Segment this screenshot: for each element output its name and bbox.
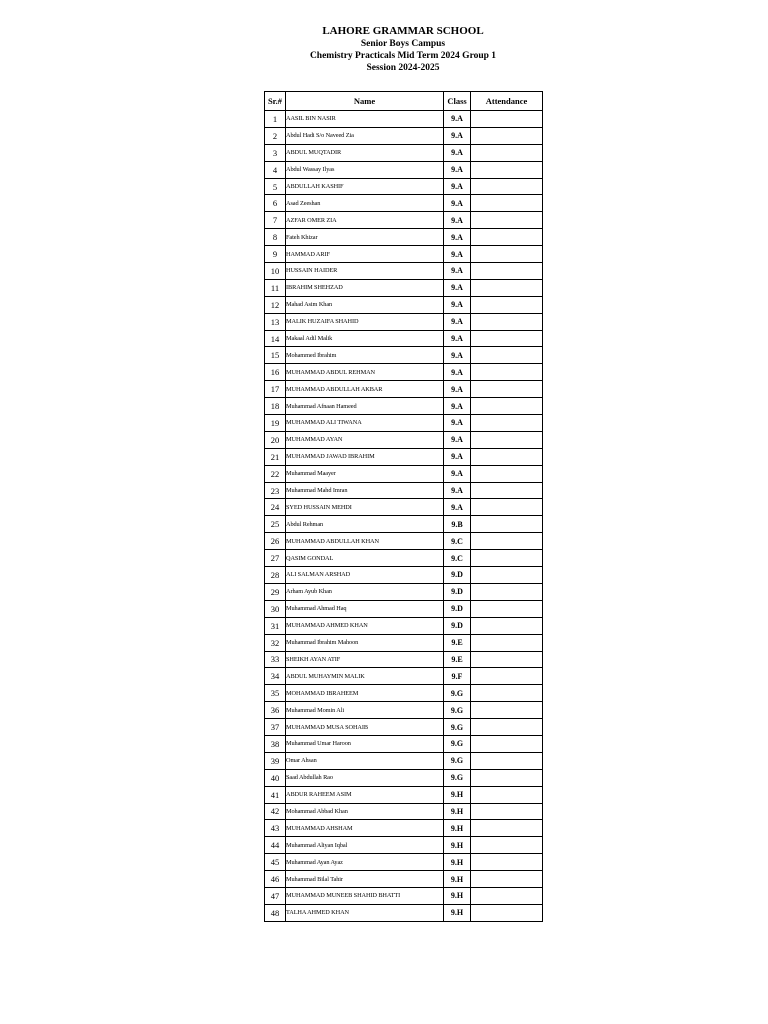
row-sr-cell: 21 bbox=[265, 448, 286, 465]
row-sr-cell: 15 bbox=[265, 347, 286, 364]
table-row bbox=[265, 617, 543, 634]
row-sr-cell: 18 bbox=[265, 398, 286, 415]
row-class-cell: 9.H bbox=[444, 820, 471, 837]
row-attendance-cell[interactable] bbox=[471, 651, 543, 668]
row-attendance-cell[interactable] bbox=[471, 144, 543, 161]
row-attendance-cell[interactable] bbox=[471, 229, 543, 246]
row-sr-cell: 34 bbox=[265, 668, 286, 685]
row-sr-cell: 5 bbox=[265, 178, 286, 195]
row-sr-cell: 42 bbox=[265, 803, 286, 820]
row-sr-cell: 13 bbox=[265, 313, 286, 330]
row-attendance-cell[interactable] bbox=[471, 702, 543, 719]
row-sr-cell: 3 bbox=[265, 144, 286, 161]
row-sr-cell: 41 bbox=[265, 786, 286, 803]
row-sr-cell: 14 bbox=[265, 330, 286, 347]
row-attendance-cell[interactable] bbox=[471, 735, 543, 752]
table-row bbox=[265, 735, 543, 752]
row-attendance-cell[interactable] bbox=[471, 195, 543, 212]
row-sr-cell: 39 bbox=[265, 752, 286, 769]
row-name-cell: HAMMAD ARIF bbox=[286, 246, 444, 263]
row-class-cell: 9.A bbox=[444, 465, 471, 482]
attendance-table bbox=[264, 91, 543, 922]
row-name-cell: MALIK HUZAIFA SHAHID bbox=[286, 313, 444, 330]
row-name-cell: MUHAMMAD MUSA SOHAIB bbox=[286, 719, 444, 736]
row-sr-cell: 33 bbox=[265, 651, 286, 668]
table-row bbox=[265, 803, 543, 820]
row-name-cell: Muhammad Mahd Imran bbox=[286, 482, 444, 499]
row-sr-cell: 2 bbox=[265, 127, 286, 144]
row-name-cell: HUSSAIN HAIDER bbox=[286, 263, 444, 280]
row-name-cell: ALI SALMAN ARSHAD bbox=[286, 567, 444, 584]
table-body bbox=[265, 111, 543, 922]
row-name-cell: MUHAMMAD AYAN bbox=[286, 431, 444, 448]
table-row bbox=[265, 448, 543, 465]
row-attendance-cell[interactable] bbox=[471, 904, 543, 921]
table-row bbox=[265, 887, 543, 904]
row-name-cell: AASIL BIN NASIR bbox=[286, 111, 444, 128]
row-sr-cell: 10 bbox=[265, 263, 286, 280]
table-row bbox=[265, 330, 543, 347]
row-name-cell: ABDULLAH KASHIF bbox=[286, 178, 444, 195]
row-sr-cell: 46 bbox=[265, 871, 286, 888]
row-class-cell: 9.A bbox=[444, 229, 471, 246]
row-attendance-cell[interactable] bbox=[471, 178, 543, 195]
row-attendance-cell[interactable] bbox=[471, 583, 543, 600]
table-row bbox=[265, 398, 543, 415]
table-row bbox=[265, 296, 543, 313]
row-class-cell: 9.E bbox=[444, 651, 471, 668]
table-row bbox=[265, 161, 543, 178]
row-name-cell: Mohammad Abbad Khan bbox=[286, 803, 444, 820]
row-sr-cell: 47 bbox=[265, 887, 286, 904]
row-attendance-cell[interactable] bbox=[471, 550, 543, 567]
table-row bbox=[265, 364, 543, 381]
row-name-cell: Makaal Adil Malik bbox=[286, 330, 444, 347]
row-name-cell: ABDUL MUQTADIR bbox=[286, 144, 444, 161]
row-attendance-cell[interactable] bbox=[471, 296, 543, 313]
row-sr-cell: 25 bbox=[265, 516, 286, 533]
row-class-cell: 9.C bbox=[444, 550, 471, 567]
row-attendance-cell[interactable] bbox=[471, 263, 543, 280]
table-row bbox=[265, 668, 543, 685]
row-class-cell: 9.A bbox=[444, 381, 471, 398]
table-row bbox=[265, 871, 543, 888]
row-attendance-cell[interactable] bbox=[471, 482, 543, 499]
row-class-cell: 9.A bbox=[444, 347, 471, 364]
row-attendance-cell[interactable] bbox=[471, 161, 543, 178]
row-class-cell: 9.A bbox=[444, 127, 471, 144]
row-name-cell: MUHAMMAD ABDUL REHMAN bbox=[286, 364, 444, 381]
table-row bbox=[265, 854, 543, 871]
table-row bbox=[265, 313, 543, 330]
row-attendance-cell[interactable] bbox=[471, 854, 543, 871]
row-class-cell: 9.D bbox=[444, 617, 471, 634]
row-class-cell: 9.H bbox=[444, 803, 471, 820]
row-attendance-cell[interactable] bbox=[471, 127, 543, 144]
row-attendance-cell[interactable] bbox=[471, 871, 543, 888]
row-attendance-cell[interactable] bbox=[471, 246, 543, 263]
row-name-cell: MUHAMMAD ABDULLAH KHAN bbox=[286, 533, 444, 550]
row-sr-cell: 1 bbox=[265, 111, 286, 128]
row-attendance-cell[interactable] bbox=[471, 803, 543, 820]
table-row bbox=[265, 752, 543, 769]
table-row bbox=[265, 381, 543, 398]
row-attendance-cell[interactable] bbox=[471, 313, 543, 330]
row-sr-cell: 40 bbox=[265, 769, 286, 786]
row-name-cell: Abdul Rehman bbox=[286, 516, 444, 533]
row-name-cell: Muhammad Bilal Tahir bbox=[286, 871, 444, 888]
row-attendance-cell[interactable] bbox=[471, 786, 543, 803]
row-attendance-cell[interactable] bbox=[471, 398, 543, 415]
table-row bbox=[265, 702, 543, 719]
table-row bbox=[265, 263, 543, 280]
table-row bbox=[265, 904, 543, 921]
table-row bbox=[265, 195, 543, 212]
row-attendance-cell[interactable] bbox=[471, 212, 543, 229]
row-attendance-cell[interactable] bbox=[471, 364, 543, 381]
table-row bbox=[265, 837, 543, 854]
row-sr-cell: 45 bbox=[265, 854, 286, 871]
row-name-cell: Saad Abdullah Rao bbox=[286, 769, 444, 786]
row-name-cell: Mahad Asim Khan bbox=[286, 296, 444, 313]
row-sr-cell: 43 bbox=[265, 820, 286, 837]
row-class-cell: 9.A bbox=[444, 398, 471, 415]
row-class-cell: 9.H bbox=[444, 904, 471, 921]
table-row bbox=[265, 786, 543, 803]
table-row bbox=[265, 279, 543, 296]
row-attendance-cell[interactable] bbox=[471, 533, 543, 550]
row-attendance-cell[interactable] bbox=[471, 685, 543, 702]
row-sr-cell: 30 bbox=[265, 600, 286, 617]
row-class-cell: 9.G bbox=[444, 735, 471, 752]
row-name-cell: Muhammad Ahmad Haq bbox=[286, 600, 444, 617]
row-attendance-cell[interactable] bbox=[471, 431, 543, 448]
row-name-cell: Muhammad Aliyan Iqbal bbox=[286, 837, 444, 854]
row-name-cell: TALHA AHMED KHAN bbox=[286, 904, 444, 921]
row-class-cell: 9.H bbox=[444, 786, 471, 803]
row-name-cell: MUHAMMAD AHMED KHAN bbox=[286, 617, 444, 634]
row-attendance-cell[interactable] bbox=[471, 837, 543, 854]
exam-title: Chemistry Practicals Mid Term 2024 Group 1 bbox=[309, 51, 497, 61]
row-name-cell: Arham Ayub Khan bbox=[286, 583, 444, 600]
row-attendance-cell[interactable] bbox=[471, 719, 543, 736]
row-class-cell: 9.E bbox=[444, 634, 471, 651]
row-sr-cell: 11 bbox=[265, 279, 286, 296]
row-class-cell: 9.A bbox=[444, 195, 471, 212]
table-row bbox=[265, 111, 543, 128]
table-row bbox=[265, 212, 543, 229]
table-row bbox=[265, 600, 543, 617]
row-name-cell: Muhammad Maayer bbox=[286, 465, 444, 482]
row-sr-cell: 44 bbox=[265, 837, 286, 854]
row-attendance-cell[interactable] bbox=[471, 279, 543, 296]
row-attendance-cell[interactable] bbox=[471, 499, 543, 516]
table-header-row bbox=[265, 92, 543, 111]
row-class-cell: 9.A bbox=[444, 431, 471, 448]
table-row bbox=[265, 415, 543, 432]
row-name-cell: QASIM GONDAL bbox=[286, 550, 444, 567]
column-header-sr: Sr.# bbox=[265, 92, 286, 111]
row-attendance-cell[interactable] bbox=[471, 820, 543, 837]
row-class-cell: 9.H bbox=[444, 871, 471, 888]
table-row bbox=[265, 144, 543, 161]
row-class-cell: 9.G bbox=[444, 752, 471, 769]
row-attendance-cell[interactable] bbox=[471, 887, 543, 904]
row-attendance-cell[interactable] bbox=[471, 752, 543, 769]
row-sr-cell: 32 bbox=[265, 634, 286, 651]
row-name-cell: MUHAMMAD JAWAD IBRAHIM bbox=[286, 448, 444, 465]
row-class-cell: 9.A bbox=[444, 330, 471, 347]
row-attendance-cell[interactable] bbox=[471, 600, 543, 617]
column-header-attendance: Attendance bbox=[471, 92, 543, 111]
row-class-cell: 9.A bbox=[444, 279, 471, 296]
table-row bbox=[265, 127, 543, 144]
row-class-cell: 9.G bbox=[444, 702, 471, 719]
table-row bbox=[265, 583, 543, 600]
row-class-cell: 9.A bbox=[444, 448, 471, 465]
row-sr-cell: 27 bbox=[265, 550, 286, 567]
row-class-cell: 9.H bbox=[444, 854, 471, 871]
row-name-cell: Omar Ahsan bbox=[286, 752, 444, 769]
row-sr-cell: 28 bbox=[265, 567, 286, 584]
row-sr-cell: 19 bbox=[265, 415, 286, 432]
session-title: Session 2024-2025 bbox=[366, 63, 440, 73]
row-name-cell: Muhammad Ibrahim Mahoon bbox=[286, 634, 444, 651]
column-header-class: Class bbox=[444, 92, 471, 111]
row-class-cell: 9.G bbox=[444, 769, 471, 786]
row-sr-cell: 37 bbox=[265, 719, 286, 736]
row-class-cell: 9.B bbox=[444, 516, 471, 533]
row-sr-cell: 4 bbox=[265, 161, 286, 178]
school-title: LAHORE GRAMMAR SCHOOL bbox=[322, 25, 484, 37]
row-name-cell: ABDUL MUHAYMIN MALIK bbox=[286, 668, 444, 685]
row-name-cell: Fateh Khizar bbox=[286, 229, 444, 246]
table-row bbox=[265, 634, 543, 651]
row-sr-cell: 17 bbox=[265, 381, 286, 398]
row-sr-cell: 8 bbox=[265, 229, 286, 246]
table-row bbox=[265, 567, 543, 584]
row-sr-cell: 26 bbox=[265, 533, 286, 550]
row-attendance-cell[interactable] bbox=[471, 668, 543, 685]
row-attendance-cell[interactable] bbox=[471, 617, 543, 634]
document-header bbox=[0, 25, 768, 74]
table-row bbox=[265, 246, 543, 263]
row-attendance-cell[interactable] bbox=[471, 465, 543, 482]
table-row bbox=[265, 533, 543, 550]
row-class-cell: 9.A bbox=[444, 212, 471, 229]
table-row bbox=[265, 499, 543, 516]
row-class-cell: 9.A bbox=[444, 313, 471, 330]
row-class-cell: 9.D bbox=[444, 583, 471, 600]
row-name-cell: MUHAMMAD ALI TIWANA bbox=[286, 415, 444, 432]
row-name-cell: SYED HUSSAIN MEHDI bbox=[286, 499, 444, 516]
row-class-cell: 9.H bbox=[444, 887, 471, 904]
row-sr-cell: 12 bbox=[265, 296, 286, 313]
row-sr-cell: 7 bbox=[265, 212, 286, 229]
table-row bbox=[265, 719, 543, 736]
row-attendance-cell[interactable] bbox=[471, 330, 543, 347]
row-name-cell: MUHAMMAD ABDULLAH AKBAR bbox=[286, 381, 444, 398]
row-class-cell: 9.A bbox=[444, 178, 471, 195]
row-sr-cell: 16 bbox=[265, 364, 286, 381]
row-class-cell: 9.A bbox=[444, 144, 471, 161]
row-sr-cell: 31 bbox=[265, 617, 286, 634]
row-attendance-cell[interactable] bbox=[471, 567, 543, 584]
row-class-cell: 9.A bbox=[444, 415, 471, 432]
row-sr-cell: 6 bbox=[265, 195, 286, 212]
row-attendance-cell[interactable] bbox=[471, 634, 543, 651]
row-class-cell: 9.D bbox=[444, 567, 471, 584]
row-sr-cell: 48 bbox=[265, 904, 286, 921]
row-sr-cell: 29 bbox=[265, 583, 286, 600]
row-class-cell: 9.D bbox=[444, 600, 471, 617]
row-sr-cell: 9 bbox=[265, 246, 286, 263]
row-sr-cell: 23 bbox=[265, 482, 286, 499]
table-row bbox=[265, 820, 543, 837]
row-class-cell: 9.A bbox=[444, 263, 471, 280]
row-sr-cell: 35 bbox=[265, 685, 286, 702]
row-name-cell: Asad Zeeshan bbox=[286, 195, 444, 212]
row-attendance-cell[interactable] bbox=[471, 381, 543, 398]
row-name-cell: AZFAR OMER ZIA bbox=[286, 212, 444, 229]
row-class-cell: 9.G bbox=[444, 685, 471, 702]
row-class-cell: 9.A bbox=[444, 111, 471, 128]
row-name-cell: Abdul Wassay Ilyas bbox=[286, 161, 444, 178]
row-class-cell: 9.A bbox=[444, 246, 471, 263]
row-attendance-cell[interactable] bbox=[471, 516, 543, 533]
row-sr-cell: 38 bbox=[265, 735, 286, 752]
row-name-cell: ABDUR RAHEEM ASIM bbox=[286, 786, 444, 803]
row-class-cell: 9.A bbox=[444, 364, 471, 381]
row-name-cell: MUHAMMAD AHSHAM bbox=[286, 820, 444, 837]
row-name-cell: Muhammad Ayan Ayaz bbox=[286, 854, 444, 871]
row-name-cell: Muhammad Momin Ali bbox=[286, 702, 444, 719]
row-sr-cell: 20 bbox=[265, 431, 286, 448]
row-attendance-cell[interactable] bbox=[471, 415, 543, 432]
table-row bbox=[265, 550, 543, 567]
row-name-cell: MOHAMMAD IBRAHEEM bbox=[286, 685, 444, 702]
table-row bbox=[265, 651, 543, 668]
row-class-cell: 9.A bbox=[444, 482, 471, 499]
row-name-cell: Muhammad Afnaan Hameed bbox=[286, 398, 444, 415]
table-row bbox=[265, 229, 543, 246]
row-class-cell: 9.A bbox=[444, 296, 471, 313]
row-sr-cell: 36 bbox=[265, 702, 286, 719]
row-name-cell: Mohammed Ibrahim bbox=[286, 347, 444, 364]
table-row bbox=[265, 465, 543, 482]
row-class-cell: 9.H bbox=[444, 837, 471, 854]
row-attendance-cell[interactable] bbox=[471, 111, 543, 128]
table-row bbox=[265, 685, 543, 702]
row-sr-cell: 24 bbox=[265, 499, 286, 516]
row-name-cell: IBRAHIM SHEHZAD bbox=[286, 279, 444, 296]
row-name-cell: MUHAMMAD MUNEEB SHAHID BHATTI bbox=[286, 887, 444, 904]
row-attendance-cell[interactable] bbox=[471, 347, 543, 364]
row-name-cell: SHEIKH AYAN ATIF bbox=[286, 651, 444, 668]
row-class-cell: 9.A bbox=[444, 499, 471, 516]
table-row bbox=[265, 347, 543, 364]
row-sr-cell: 22 bbox=[265, 465, 286, 482]
column-header-name: Name bbox=[286, 92, 444, 111]
table-row bbox=[265, 178, 543, 195]
table-row bbox=[265, 431, 543, 448]
row-class-cell: 9.A bbox=[444, 161, 471, 178]
row-class-cell: 9.F bbox=[444, 668, 471, 685]
row-attendance-cell[interactable] bbox=[471, 448, 543, 465]
row-class-cell: 9.G bbox=[444, 719, 471, 736]
table-row bbox=[265, 516, 543, 533]
row-attendance-cell[interactable] bbox=[471, 769, 543, 786]
row-name-cell: Muhammad Umar Haroon bbox=[286, 735, 444, 752]
row-class-cell: 9.C bbox=[444, 533, 471, 550]
table-row bbox=[265, 769, 543, 786]
campus-title: Senior Boys Campus bbox=[360, 39, 446, 49]
table-row bbox=[265, 482, 543, 499]
row-name-cell: Abdul Hadi S/o Naveed Zia bbox=[286, 127, 444, 144]
